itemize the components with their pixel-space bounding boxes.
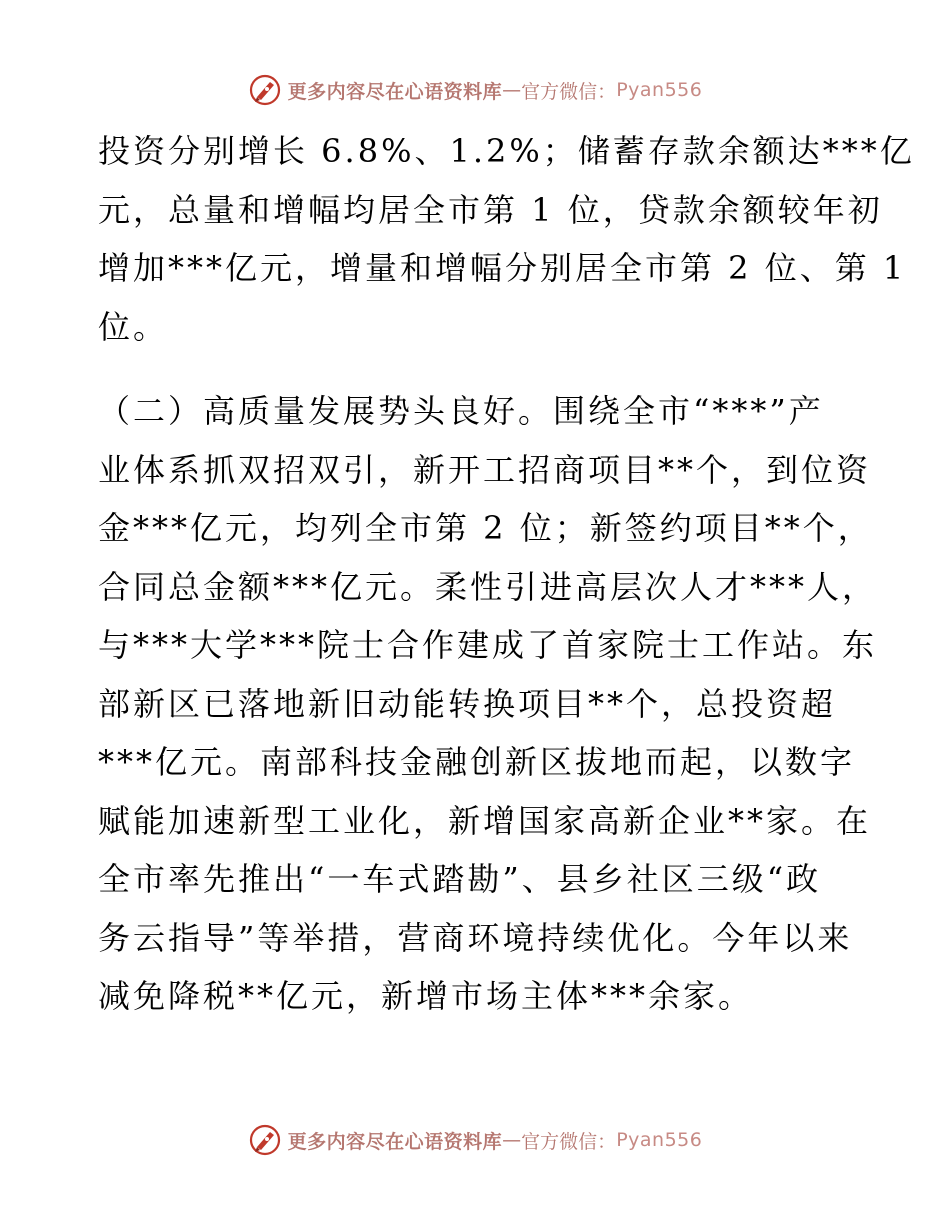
text-line: 金***亿元，均列全市第 2 位；新签约项目**个， — [98, 509, 873, 547]
text-line: 赋能加速新型工业化，新增国家高新企业**家。在 — [98, 801, 872, 840]
watermark-wechat-id: Pyan556 — [616, 79, 703, 101]
text-line: 增加***亿元，增量和增幅分别居全市第 2 位、第 1 — [98, 249, 907, 287]
text-line: 业体系抓双招双引，新开工招商项目**个，到位资 — [98, 450, 872, 489]
pen-logo-icon — [248, 1123, 282, 1157]
text-line: 部新区已落地新旧动能转换项目**个，总投资超 — [98, 684, 837, 723]
text-line: 减免降税**亿元，新增市场主体***余家。 — [98, 977, 754, 1015]
text-line: 务云指导”等举措，营商环境持续优化。今年以来 — [98, 918, 853, 957]
watermark-main-text: 更多内容尽在心语资料库 — [287, 1130, 503, 1153]
text-line: 投资分别增长 6.8%、1.2%；储蓄存款余额达***亿 — [98, 132, 915, 170]
text-line: 元，总量和增幅均居全市第 1 位，贷款余额较年初 — [98, 190, 883, 229]
watermark-dash: — — [502, 79, 522, 101]
paragraph-2 — [98, 382, 878, 1026]
pen-logo-icon — [248, 73, 282, 107]
text-line: 位。 — [98, 307, 169, 346]
header-watermark — [0, 72, 950, 108]
watermark-wechat-label: 官方微信： — [521, 80, 617, 103]
watermark-dash: — — [502, 1129, 522, 1151]
text-line: ***亿元。南部科技金融创新区拔地而起，以数字 — [98, 743, 856, 781]
watermark-wechat-id: Pyan556 — [616, 1129, 703, 1151]
text-line: 与***大学***院士合作建成了首家院士工作站。东 — [98, 626, 878, 664]
watermark-wechat-label: 官方微信： — [521, 1130, 617, 1153]
text-line: 合同总金额***亿元。柔性引进高层次人才***人， — [98, 567, 878, 606]
watermark-main-text: 更多内容尽在心语资料库 — [287, 80, 503, 103]
text-line: 全市率先推出“一车式踏勘”、县乡社区三级“政 — [98, 860, 822, 898]
paragraph-1 — [98, 122, 915, 356]
text-line: （二）高质量发展势头良好。围绕全市“***”产 — [98, 392, 824, 430]
footer-watermark — [0, 1122, 950, 1158]
document-body — [98, 122, 915, 1026]
